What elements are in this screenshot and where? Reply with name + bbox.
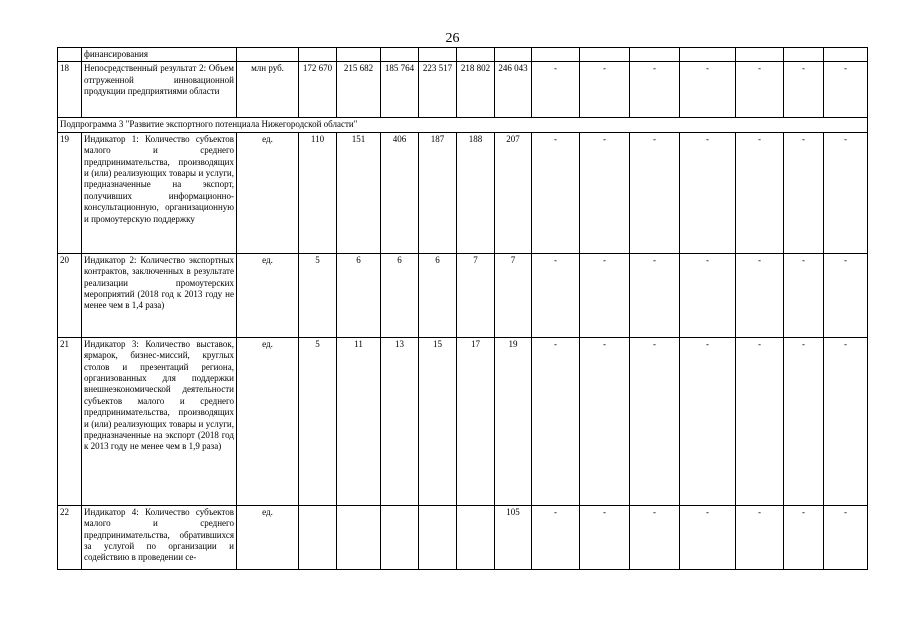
dash-cell: - [630, 132, 680, 253]
dash-cell: - [532, 62, 580, 118]
indicator-name-cell: Непосредственный результат 2: Объем отгруженной инновационной продукции предприятиями области [82, 62, 237, 118]
value-cell: 215 682 [337, 62, 381, 118]
dash-cell: - [680, 337, 736, 505]
value-cell: 17 [457, 337, 495, 505]
value-cell: 6 [419, 253, 457, 337]
row-number-cell: 20 [58, 253, 82, 337]
dash-cell: - [680, 62, 736, 118]
value-cell [419, 48, 457, 62]
dash-cell: - [824, 132, 868, 253]
value-cell [457, 505, 495, 569]
value-cell [337, 48, 381, 62]
unit-cell: ед. [237, 505, 299, 569]
unit-cell: ед. [237, 132, 299, 253]
value-cell: 5 [299, 337, 337, 505]
value-cell: 11 [337, 337, 381, 505]
section-header-row [58, 118, 868, 132]
unit-cell: ед. [237, 253, 299, 337]
value-cell: 223 517 [419, 62, 457, 118]
dash-cell: - [680, 132, 736, 253]
dash-cell: - [824, 253, 868, 337]
value-cell: 6 [381, 253, 419, 337]
dash-cell: - [580, 337, 630, 505]
value-cell: 218 802 [457, 62, 495, 118]
row-number-cell: 21 [58, 337, 82, 505]
value-cell [580, 48, 630, 62]
table-row [58, 505, 868, 569]
value-cell: 105 [495, 505, 532, 569]
value-cell [299, 505, 337, 569]
value-cell [381, 48, 419, 62]
value-cell [532, 48, 580, 62]
row-number-cell: 19 [58, 132, 82, 253]
table-row [58, 62, 868, 118]
unit-cell: млн руб. [237, 62, 299, 118]
value-cell: 110 [299, 132, 337, 253]
value-cell: 6 [337, 253, 381, 337]
dash-cell: - [736, 62, 784, 118]
value-cell [495, 48, 532, 62]
dash-cell: - [630, 337, 680, 505]
value-cell [784, 48, 824, 62]
dash-cell: - [630, 62, 680, 118]
dash-cell: - [580, 253, 630, 337]
dash-cell: - [736, 253, 784, 337]
dash-cell: - [736, 337, 784, 505]
indicators-table [57, 47, 868, 570]
dash-cell: - [824, 337, 868, 505]
row-number-cell: 22 [58, 505, 82, 569]
indicator-name-cell: Индикатор 1: Количество субъектов малого и среднего предпринимательства, производящих и (или) реализующих товары и услуги, предназначенные на экспорт, получивших информационно-консультационную, организационную и промоутерскую поддержку [82, 132, 237, 253]
indicator-name-cell: Индикатор 4: Количество субъектов малого и среднего предпринимательства, обратившихся за услугой по организации и содействию в проведении се- [82, 505, 237, 569]
section-title: Подпрограмма 3 "Развитие экспортного потенциала Нижегородской области" [58, 118, 868, 132]
dash-cell: - [630, 505, 680, 569]
value-cell: 151 [337, 132, 381, 253]
value-cell: 13 [381, 337, 419, 505]
value-cell: 172 670 [299, 62, 337, 118]
row-number-cell [58, 48, 82, 62]
unit-cell: ед. [237, 337, 299, 505]
dash-cell: - [784, 253, 824, 337]
value-cell: 246 043 [495, 62, 532, 118]
dash-cell: - [580, 505, 630, 569]
row-number-cell: 18 [58, 62, 82, 118]
dash-cell: - [736, 505, 784, 569]
value-cell [457, 48, 495, 62]
value-cell [337, 505, 381, 569]
dash-cell: - [580, 132, 630, 253]
value-cell: 15 [419, 337, 457, 505]
dash-cell: - [532, 337, 580, 505]
value-cell: 185 764 [381, 62, 419, 118]
dash-cell: - [824, 505, 868, 569]
value-cell [680, 48, 736, 62]
value-cell [736, 48, 784, 62]
indicator-name-cell: Индикатор 3: Количество выставок, ярмарок, бизнес-миссий, круглых столов и презентаций региона, организованных для поддержки внешнеэкономической деятельности субъектов малого и среднего предпринимательства, производящих и (или) реализующих товары и услуги, предназначенные на экспорт (2018 год к 2013 году не менее чем в 1,9 раза) [82, 337, 237, 505]
value-cell [630, 48, 680, 62]
value-cell [419, 505, 457, 569]
value-cell: 19 [495, 337, 532, 505]
value-cell: 7 [495, 253, 532, 337]
table-row [58, 337, 868, 505]
page-number: 26 [445, 31, 460, 46]
value-cell: 5 [299, 253, 337, 337]
dash-cell: - [736, 132, 784, 253]
dash-cell: - [580, 62, 630, 118]
indicator-name-cell: финансирования [82, 48, 237, 62]
value-cell: 7 [457, 253, 495, 337]
dash-cell: - [630, 253, 680, 337]
dash-cell: - [784, 505, 824, 569]
value-cell: 207 [495, 132, 532, 253]
dash-cell: - [532, 253, 580, 337]
value-cell: 188 [457, 132, 495, 253]
table-row [58, 132, 868, 253]
dash-cell: - [784, 337, 824, 505]
table-row [58, 253, 868, 337]
dash-cell: - [680, 253, 736, 337]
dash-cell: - [824, 62, 868, 118]
value-cell [299, 48, 337, 62]
table-row [58, 48, 868, 62]
value-cell: 187 [419, 132, 457, 253]
value-cell [381, 505, 419, 569]
dash-cell: - [784, 132, 824, 253]
indicator-name-cell: Индикатор 2: Количество экспортных контрактов, заключенных в результате реализации промоутерских мероприятий (2018 год к 2013 году не менее чем в 1,4 раза) [82, 253, 237, 337]
dash-cell: - [532, 132, 580, 253]
value-cell: 406 [381, 132, 419, 253]
value-cell [824, 48, 868, 62]
dash-cell: - [680, 505, 736, 569]
unit-cell [237, 48, 299, 62]
dash-cell: - [784, 62, 824, 118]
dash-cell: - [532, 505, 580, 569]
